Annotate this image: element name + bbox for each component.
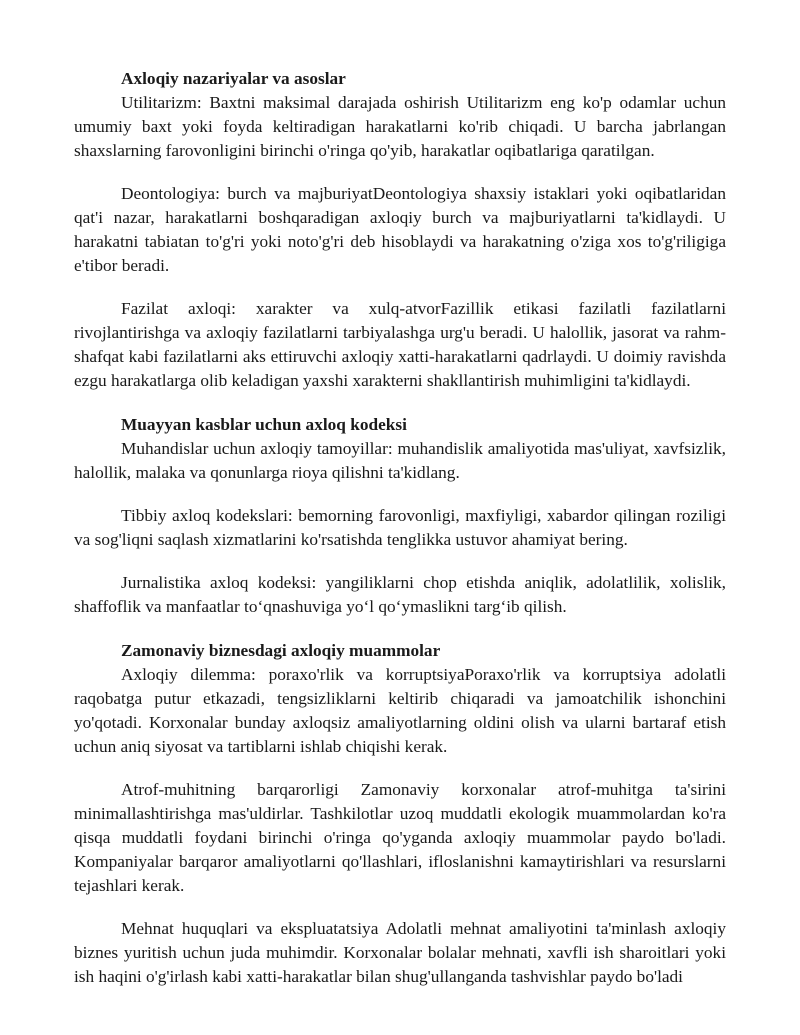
paragraph-engineering-ethics: Muhandislar uchun axloqiy tamoyillar: muhandislik amaliyotida mas'uliyat, xavfsizlik, halollik, malaka va qonunlarga rioya qilishni ta'kidlang. [74,439,726,482]
paragraph-journalism-ethics: Jurnalistika axloq kodeksi: yangiliklarni chop etishda aniqlik, adolatlilik, xolislik, shaffoflik va manfaatlar to‘qnashuviga yo‘l qo‘ymaslikni targ‘ib qilish. [74,573,726,616]
section-professional-codes [74,413,726,619]
paragraph-labor-rights: Mehnat huquqlari va ekspluatatsiya Adolatli mehnat amaliyotini ta'minlash axloqiy biznes yuritish uchun juda muhimdir. Korxonalar bolalar mehnati, xavfli ish sharoitlari yoki ish haqini o'g'irlash kabi xatti-harakatlar bilan shug'ullanganda tashvishlar paydo bo'ladi [74,919,726,986]
section-business-ethics [74,639,726,989]
section-heading: Axloqiy nazariyalar va asoslar [121,69,346,88]
section-heading: Muayyan kasblar uchun axloq kodeksi [121,415,407,434]
paragraph-virtue-ethics: Fazilat axloqi: xarakter va xulq-atvorFazillik etikasi fazilatli fazilatlarni rivojlantirishga va axloqiy fazilatlarni tarbiyalashga urg'u beradi. U halollik, jasorat va rahm-shafqat kabi fazilatlarni aks ettiruvchi axloqiy xatti-harakatlarni qadrlaydi. U doimiy ravishda ezgu harakatlarga olib keladigan yaxshi xarakterni shakllantirish muhimligini ta'kidlaydi. [74,299,726,390]
document-page [74,67,726,989]
paragraph-medical-ethics: Tibbiy axloq kodekslari: bemorning farovonligi, maxfiyligi, xabardor qilingan roziligi va sog'liqni saqlash xizmatlarini ko'rsatishda tenglikka ustuvor ahamiyat bering. [74,506,726,549]
paragraph-environmental-sustainability: Atrof-muhitning barqarorligi Zamonaviy korxonalar atrof-muhitga ta'sirini minimallashtirishga mas'uldirlar. Tashkilotlar uzoq muddatli ekologik muammolardan ko'ra qisqa muddatli foydani birinchi o'ringa qo'yganda axloqiy muammolar paydo bo'ladi. Kompaniyalar barqaror amaliyotlarni qo'llashlari, ifloslanishni kamaytirishlari va resurslarni tejashlari kerak. [74,780,726,895]
paragraph-bribery-corruption: Axloqiy dilemma: poraxo'rlik va korruptsiyaPoraxo'rlik va korruptsiya adolatli raqobatga putur etkazadi, tengsizliklarni keltirib chiqaradi va jamoatchilik ishonchini yo'qotadi. Korxonalar bunday axloqsiz amaliyotlarning oldini olish va ularni bartaraf etish uchun aniq siyosat va tartiblarni ishlab chiqishi kerak. [74,665,726,756]
paragraph-deontology: Deontologiya: burch va majburiyatDeontologiya shaxsiy istaklari yoki oqibatlaridan qat'i nazar, harakatlarni boshqaradigan axloqiy burch va majburiyatlarni ta'kidlaydi. U harakatni tabiatan to'g'ri yoki noto'g'ri deb hisoblaydi va harakatning o'ziga xos to'g'riligiga e'tibor beradi. [74,184,726,275]
paragraph-utilitarianism: Utilitarizm: Baxtni maksimal darajada oshirish Utilitarizm eng ko'p odamlar uchun umumiy baxt yoki foyda keltiradigan harakatlarni ko'rib chiqadi. U barcha jabrlangan shaxslarning farovonligini birinchi o'ringa qo'yib, harakatlar oqibatlariga qaratilgan. [74,93,726,160]
section-heading: Zamonaviy biznesdagi axloqiy muammolar [121,641,441,660]
section-ethical-theories [74,67,726,393]
